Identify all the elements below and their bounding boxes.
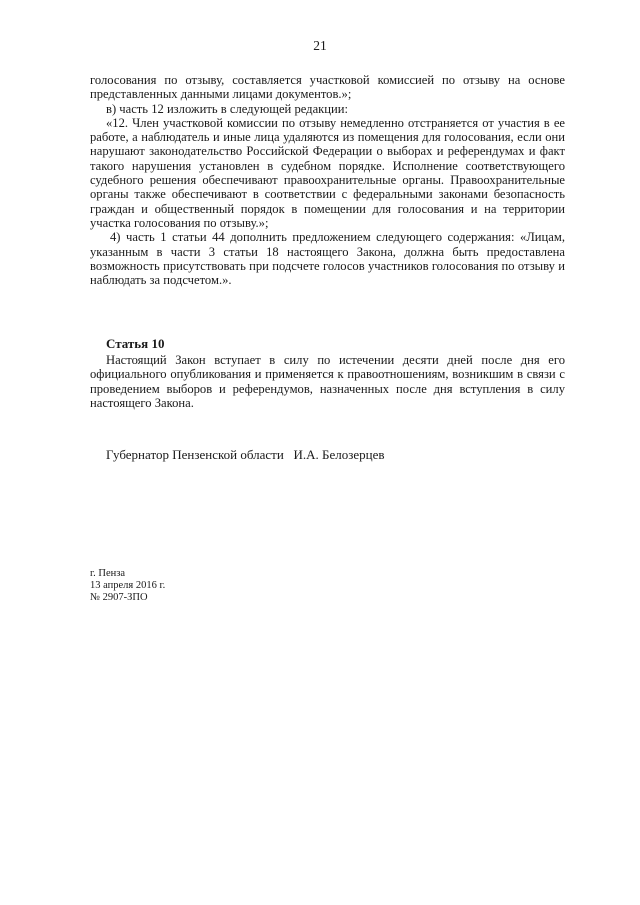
- page-number: 21: [313, 38, 327, 53]
- footer-city: г. Пенза: [90, 568, 126, 579]
- item-12-text: «12. Член участковой комиссии по отзыву немедленно отстраняется от участия в ее работе, а наблюдатель и иные лица удаляются из помещения для голосования, если они нарушают законодательство Российской Федерации о выборах и референдумах и факт такого нарушения установлен в судебном порядке. Исполнение соответствующего судебного решения обеспечивают правоохранительные органы. Правоохранительные органы также обеспечивают в соответствии с федеральными законами безопасность граждан и общественный порядок в помещении для голосования и на территории участка голосования по отзыву.»;: [90, 115, 565, 230]
- signature-position: Губернатор Пензенской области: [106, 447, 284, 462]
- document-footer: [90, 568, 165, 603]
- article-10-title: Статья 10: [106, 336, 165, 351]
- footer-number: № 2907-ЗПО: [90, 591, 148, 603]
- item-v: в) часть 12 изложить в следующей редакции:: [106, 101, 348, 116]
- article-10-text: Настоящий Закон вступает в силу по истечении десяти дней после дня его официального опубликования и применяется к правоотношениям, возникшим в связи с проведением выборов и референдумов, назначенных после дня вступления в силу настоящего Закона.: [90, 353, 565, 410]
- continuation-paragraph: голосования по отзыву, составляется участковой комиссией по отзыву на основе представленных данными лицами документов.»;: [90, 73, 565, 102]
- item-4-text: 4) часть 1 статьи 44 дополнить предложением следующего содержания: «Лицам, указанным в части 3 статьи 18 настоящего Закона, должна быть предоставлена возможность присутствовать при подсчете голосов участников голосования по отзыву и наблюдать за подсчетом.».: [90, 230, 565, 288]
- signature-name: И.А. Белозерцев: [293, 447, 385, 462]
- signature-block: [106, 447, 385, 463]
- footer-date: 13 апреля 2016 г.: [90, 579, 166, 591]
- continuation-section: [90, 73, 565, 287]
- article-10-body: [90, 353, 565, 410]
